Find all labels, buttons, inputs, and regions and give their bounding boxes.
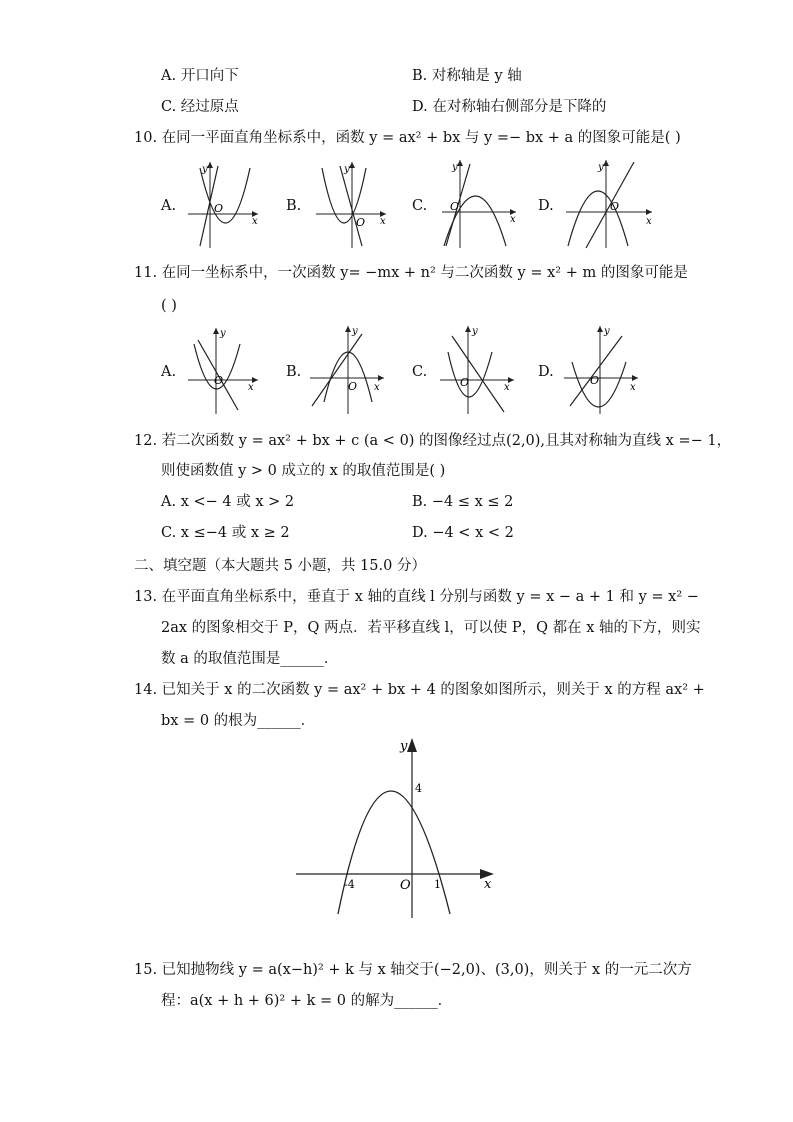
section-fill-in-heading: 二、填空题（本大题共 5 小题，共 15.0 分） — [134, 558, 426, 574]
q11-label-d: D. — [538, 364, 554, 380]
q14-line2: bx = 0 的根为______． — [161, 713, 316, 729]
q11-graph-d — [562, 322, 642, 416]
q11-label-a: A. — [161, 364, 177, 380]
q10-graph-d — [564, 156, 656, 250]
q13-stem — [134, 587, 699, 607]
q12-option-a: A. x <− 4 或 x > 2 — [161, 494, 295, 510]
q12-option-c: C. x ≤−4 或 x ≥ 2 — [161, 525, 290, 541]
q10-graph-c — [440, 156, 520, 250]
svg-text:x: x — [374, 382, 380, 393]
q9-option-d: D. 在对称轴右侧部分是下降的 — [412, 99, 607, 115]
q11-label-c: C. — [412, 364, 428, 380]
svg-text:O: O — [610, 200, 620, 213]
origin-label: O — [214, 202, 224, 215]
q13-line1: 在平面直角坐标系中，垂直于 x 轴的直线 l 分别与函数 y = x − a + 1 和 y = x² − — [161, 589, 699, 605]
svg-text:y: y — [598, 162, 604, 173]
svg-text:y: y — [452, 162, 458, 173]
tick-label-neg4: -4 — [344, 878, 355, 891]
svg-text:O: O — [214, 374, 224, 387]
q10-text: 在同一平面直角坐标系中，函数 y = ax² + bx 与 y =− bx + a 的图象可能是( ) — [161, 130, 681, 146]
q12-stem — [134, 431, 731, 451]
svg-text:O: O — [450, 200, 460, 213]
parabola-curve — [338, 791, 450, 914]
q11-number: 11. — [134, 265, 158, 281]
y-axis-label: y — [400, 739, 408, 754]
svg-text:x: x — [380, 216, 386, 227]
svg-text:O: O — [348, 380, 358, 393]
svg-text:x: x — [646, 216, 652, 227]
svg-text:x: x — [510, 214, 516, 225]
q14-line1: 已知关于 x 的二次函数 y = ax² + bx + 4 的图象如图所示，则关于 x 的方程 ax² + — [161, 682, 705, 698]
q12-option-b: B. −4 ≤ x ≤ 2 — [412, 494, 514, 510]
origin-label: O — [400, 878, 411, 893]
q12-text: 若二次函数 y = ax² + bx + c (a < 0) 的图像经过点(2,0),且其对称轴为直线 x =− 1， — [161, 433, 732, 449]
q15-line1: 已知抛物线 y = a(x−h)² + k 与 x 轴交于(−2,0)、(3,0)，则关于 x 的一元二次方 — [161, 962, 692, 978]
svg-text:y: y — [352, 326, 358, 337]
q11-label-b: B. — [286, 364, 302, 380]
svg-text:y: y — [344, 164, 350, 175]
svg-text:y: y — [220, 328, 226, 339]
svg-text:x: x — [504, 382, 510, 393]
svg-text:O: O — [590, 374, 600, 387]
q14-parabola-graph — [290, 736, 500, 920]
q10-label-a: A. — [161, 198, 177, 214]
q15-line2: 程：a(x + h + 6)² + k = 0 的解为______． — [161, 993, 453, 1009]
q15-stem — [134, 960, 692, 980]
q9-option-c: C. 经过原点 — [161, 99, 239, 115]
q12-option-d: D. −4 < x < 2 — [412, 525, 514, 541]
tick-label-1: 1 — [434, 878, 441, 891]
svg-text:O: O — [460, 376, 470, 389]
q12-text-line2: 则使函数值 y > 0 成立的 x 的取值范围是( ) — [161, 463, 446, 479]
q13-line3: 数 a 的取值范围是______． — [161, 651, 339, 667]
q14-stem — [134, 680, 705, 700]
q13-number: 13. — [134, 589, 158, 605]
svg-text:y: y — [604, 326, 610, 337]
svg-text:y: y — [472, 326, 478, 337]
q10-graph-b — [314, 158, 390, 250]
q11-graph-c — [438, 322, 518, 416]
svg-text:x: x — [630, 382, 636, 393]
q11-graph-b — [308, 322, 388, 416]
q10-label-c: C. — [412, 198, 428, 214]
q13-line2: 2ax 的图象相交于 P，Q 两点．若平移直线 l，可以使 P，Q 都在 x 轴的下方，则实 — [161, 620, 701, 636]
x-axis-label: x — [252, 216, 258, 227]
q10-graph-a — [186, 158, 262, 250]
q11-graph-a — [186, 324, 262, 416]
svg-text:x: x — [248, 382, 254, 393]
q10-number: 10. — [134, 130, 158, 146]
q12-number: 12. — [134, 433, 158, 449]
y-axis-label: y — [202, 164, 208, 175]
q11-stem — [134, 263, 688, 283]
q10-label-d: D. — [538, 198, 554, 214]
q9-option-a: A. 开口向下 — [161, 68, 239, 84]
q11-paren: ( ) — [161, 298, 177, 314]
svg-text:O: O — [356, 216, 366, 229]
x-axis-label: x — [484, 877, 492, 892]
y-axis-arrow — [407, 738, 417, 752]
q10-stem — [134, 128, 681, 148]
q10-label-b: B. — [286, 198, 302, 214]
q14-number: 14. — [134, 682, 158, 698]
q9-option-b: B. 对称轴是 y 轴 — [412, 68, 522, 84]
q15-number: 15. — [134, 962, 158, 978]
tick-label-4: 4 — [415, 782, 422, 795]
q11-text: 在同一坐标系中，一次函数 y= −mx + n² 与二次函数 y = x² + m 的图象可能是 — [161, 265, 688, 281]
